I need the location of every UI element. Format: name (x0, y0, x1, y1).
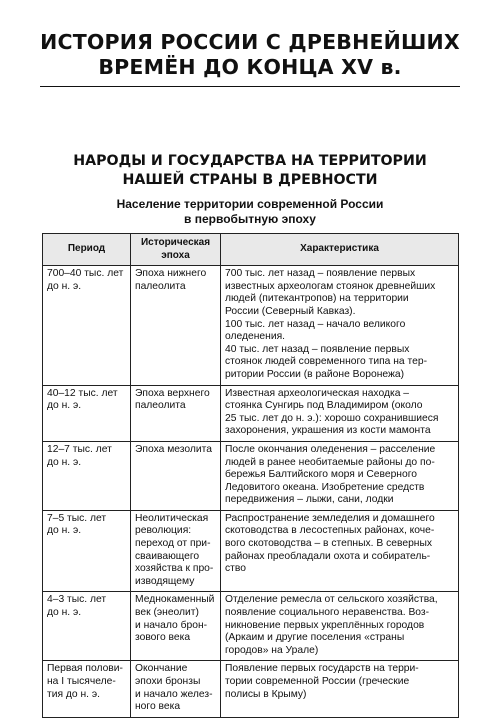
cell-period: 12–7 тыс. лет до н. э. (43, 441, 131, 510)
cell-epoch: Эпоха нижнего палеолита (131, 266, 221, 385)
title-divider (40, 86, 460, 87)
cell-description: 700 тыс. лет назад – появление первых известных археологам стоянок древнейших людей (питекантропов) на территории России (Северный Кавказ). 100 тыс. лет назад – начало великого оледенения. 40 тыс. лет назад – появление первых стоянок людей современного типа на тер- ритории России (в районе Воронежа) (221, 266, 459, 385)
cell-period: 40–12 тыс. лет до н. э. (43, 385, 131, 441)
cell-epoch: Меднокаменный век (энеолит) и начало брон- зового века (131, 592, 221, 661)
table-header-row (43, 234, 459, 266)
cell-epoch: Эпоха мезолита (131, 441, 221, 510)
section-title: НАРОДЫ И ГОСУДАРСТВА НА ТЕРРИТОРИИ НАШЕЙ СТРАНЫ В ДРЕВНОСТИ (73, 153, 427, 188)
table-row (43, 510, 459, 592)
cell-period: 7–5 тыс. лет до н. э. (43, 510, 131, 592)
cell-period: 700–40 тыс. лет до н. э. (43, 266, 131, 385)
history-table (42, 233, 459, 718)
table-row (43, 266, 459, 385)
header-period: Период (43, 234, 131, 266)
table-row (43, 661, 459, 717)
cell-period: 4–3 тыс. лет до н. э. (43, 592, 131, 661)
header-epoch: Историческая эпоха (131, 234, 221, 266)
header-description: Характеристика (221, 234, 459, 266)
cell-description: Отделение ремесла от сельского хозяйства, появление социального неравенства. Воз- никновение первых укреплённых городов (Аркаим и другие поселения «страны городов» на Урале) (221, 592, 459, 661)
table-row (43, 441, 459, 510)
cell-description: После окончания оледенения – расселение людей в ранее необитаемые районы до по- бережья Балтийского моря и Северного Ледовитого океана. Изобретение средств передвижения – лыжи, сани, лодки (221, 441, 459, 510)
cell-epoch: Неолитическая революция: переход от при- сваивающего хозяйства к про- изводящему (131, 510, 221, 592)
table-row (43, 385, 459, 441)
cell-description: Распространение земледелия и домашнего скотоводства в лесостепных районах, коче- вого скотоводства – в степных. В северных районах преобладали охота и собиратель- ство (221, 510, 459, 592)
cell-period: Первая полови- на I тысячеле- тия до н. э. (43, 661, 131, 717)
cell-epoch: Эпоха верхнего палеолита (131, 385, 221, 441)
table-row (43, 592, 459, 661)
cell-epoch: Окончание эпохи бронзы и начало желез- ного века (131, 661, 221, 717)
table-caption: Население территории современной России в первобытную эпоху (116, 197, 384, 226)
cell-description: Появление первых государств на терри- тории современной России (греческие полисы в Крыму) (221, 661, 459, 717)
cell-description: Известная археологическая находка – стоянка Сунгирь под Владимиром (около 25 тыс. лет до н. э.): хорошо сохранившиеся захоронения, украшения из кости мамонта (221, 385, 459, 441)
book-title: ИСТОРИЯ РОССИИ С ДРЕВНЕЙШИХ ВРЕМЁН ДО КОНЦА XV в. (40, 30, 460, 79)
